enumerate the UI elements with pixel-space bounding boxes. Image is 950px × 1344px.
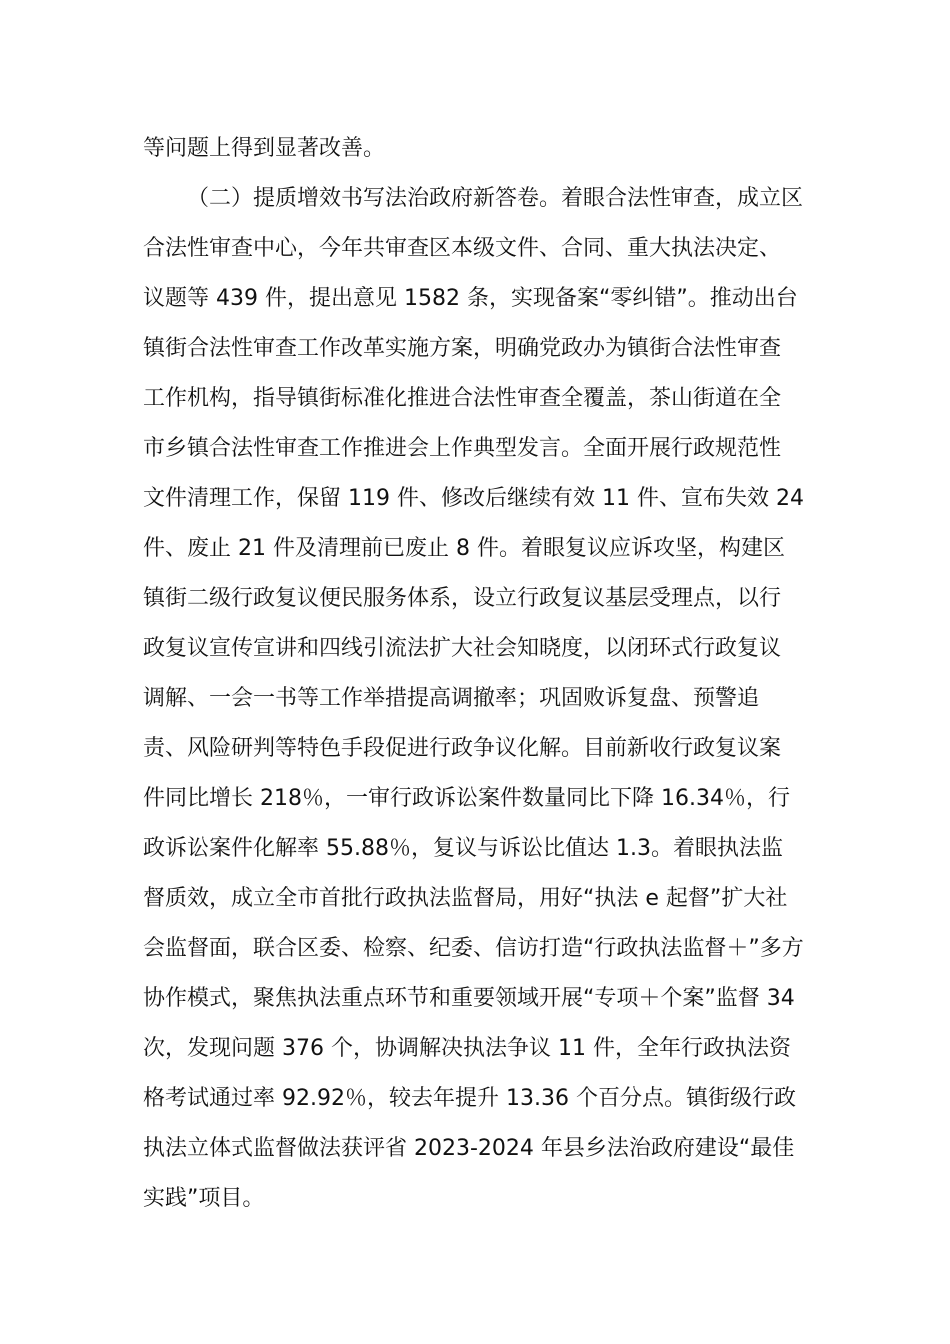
text-line: 镇街合法性审查工作改革实施方案，明确党政办为镇街合法性审查 [143, 336, 782, 361]
text-line: 会监督面，联合区委、检察、纪委、信访打造“行政执法监督＋”多方 [143, 936, 804, 961]
text-line: 件同比增长 218％，一审行政诉讼案件数量同比下降 16.34％，行 [143, 786, 790, 811]
text-line: 合法性审查中心，今年共审查区本级文件、合同、重大执法决定、 [143, 236, 782, 261]
text-line: 文件清理工作，保留 119 件、修改后继续有效 11 件、宣布失效 24 [143, 486, 804, 511]
text-line: 执法立体式监督做法获评省 2023-2024 年县乡法治政府建设“最佳 [143, 1136, 795, 1161]
text-line: 次，发现问题 376 个，协调解决执法争议 11 件，全年行政执法资 [143, 1036, 791, 1061]
text-line: 工作机构，指导镇街标准化推进合法性审查全覆盖，茶山街道在全 [143, 386, 782, 411]
text-line: 镇街二级行政复议便民服务体系，设立行政复议基层受理点，以行 [143, 586, 782, 611]
text-line: 格考试通过率 92.92％，较去年提升 13.36 个百分点。镇街级行政 [143, 1086, 796, 1111]
section-heading-line: （二）提质增效书写法治政府新答卷。着眼合法性审查，成立区 [187, 186, 804, 211]
text-line: 实践”项目。 [143, 1186, 265, 1211]
text-line: 协作模式，聚焦执法重点环节和重要领域开展“专项＋个案”监督 34 [143, 986, 795, 1011]
text-line: 议题等 439 件，提出意见 1582 条，实现备案“零纠错”。推动出台 [143, 286, 798, 311]
text-line: 调解、一会一书等工作举措提高调撤率；巩固败诉复盘、预警追 [143, 686, 760, 711]
text-line: 等问题上得到显著改善。 [143, 136, 386, 161]
text-line: 市乡镇合法性审查工作推进会上作典型发言。全面开展行政规范性 [143, 436, 782, 461]
text-line: 政诉讼案件化解率 55.88％，复议与诉讼比值达 1.3。着眼执法监 [143, 836, 783, 861]
text-line: 政复议宣传宣讲和四线引流法扩大社会知晓度，以闭环式行政复议 [143, 636, 782, 661]
text-line: 责、风险研判等特色手段促进行政争议化解。目前新收行政复议案 [143, 736, 782, 761]
text-line: 件、废止 21 件及清理前已废止 8 件。着眼复议应诉攻坚，构建区 [143, 536, 785, 561]
text-line: 督质效，成立全市首批行政执法监督局，用好“执法 e 起督”扩大社 [143, 886, 788, 911]
